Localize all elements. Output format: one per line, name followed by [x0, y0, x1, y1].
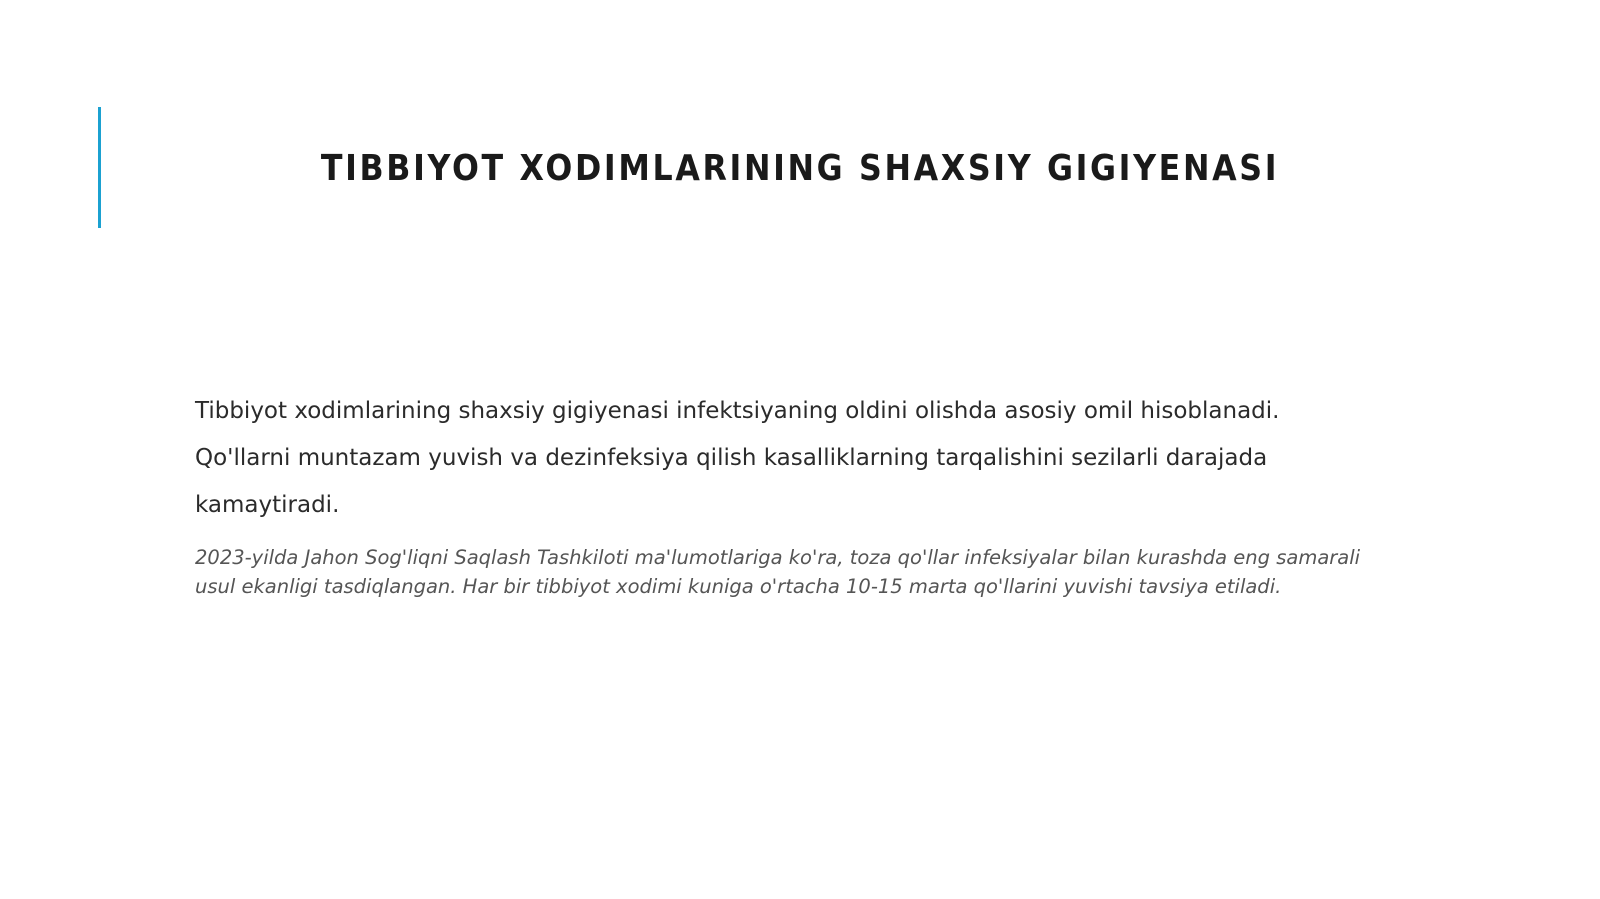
slide-title: TIBBIYOT XODIMLARINING SHAXSIY GIGIYENASI	[320, 148, 1280, 189]
body-paragraph: Tibbiyot xodimlarining shaxsiy gigiyenasi infektsiyaning oldini olishda asosiy omil hisoblanadi. Qo'llarni muntazam yuvish va dezinfeksiya qilish kasalliklarning tarqalishini sezilarli darajada kamaytiradi.	[195, 398, 1280, 518]
accent-bar	[98, 107, 101, 228]
note-paragraph: 2023-yilda Jahon Sog'liqni Saqlash Tashkiloti ma'lumotlariga ko'ra, toza qo'llar infeksiyalar bilan kurashda eng samarali usul ekanligi tasdiqlangan. Har bir tibbiyot xodimi kuniga o'rtacha 10-15 marta qo'llarini yuvishi tavsiya etiladi.	[195, 546, 1361, 598]
